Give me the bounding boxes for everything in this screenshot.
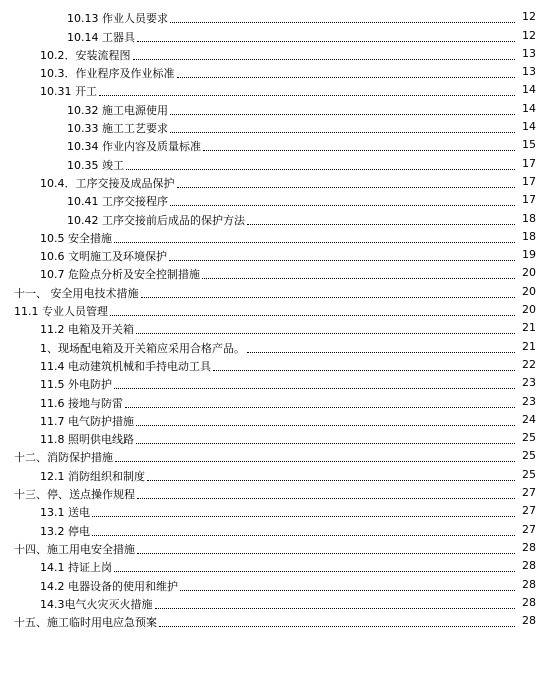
toc-entry[interactable] <box>0 81 549 99</box>
toc-dot-leader <box>136 424 515 426</box>
toc-page-number: 27 <box>522 522 536 536</box>
toc-page-number: 27 <box>522 486 536 500</box>
toc-page-number: 20 <box>522 266 536 280</box>
toc-dot-leader <box>147 479 515 481</box>
toc-page-number: 21 <box>522 339 536 353</box>
toc-entry-title: 10.14 工器具 <box>67 30 135 44</box>
toc-entry-title: 10.35 竣工 <box>67 158 124 172</box>
toc-entry-title: 13.1 送电 <box>40 506 90 520</box>
toc-dot-leader <box>92 534 515 536</box>
toc-entry[interactable] <box>0 45 549 63</box>
table-of-contents <box>0 8 549 630</box>
toc-entry[interactable] <box>0 99 549 117</box>
toc-entry[interactable] <box>0 319 549 337</box>
toc-entry[interactable] <box>0 392 549 410</box>
toc-entry[interactable] <box>0 63 549 81</box>
toc-entry-title: 12.1 消防组织和制度 <box>40 469 145 483</box>
toc-page-number: 28 <box>522 595 536 609</box>
toc-page-number: 12 <box>522 10 536 24</box>
toc-entry-title: 1、现场配电箱及开关箱应采用合格产品。 <box>40 341 245 355</box>
toc-entry-title: 十五、施工临时用电应急预案 <box>14 616 157 630</box>
toc-dot-leader <box>136 332 515 334</box>
toc-entry[interactable] <box>0 539 549 557</box>
toc-entry[interactable] <box>0 520 549 538</box>
toc-entry-title: 11.2 电箱及开关箱 <box>40 323 134 337</box>
toc-dot-leader <box>114 241 515 243</box>
toc-entry-title: 11.1 专业人员管理 <box>14 305 108 319</box>
toc-dot-leader <box>202 277 515 279</box>
toc-entry-title: 10.31 开工 <box>40 85 97 99</box>
toc-page-number: 20 <box>522 284 536 298</box>
toc-page-number: 27 <box>522 504 536 518</box>
toc-page-number: 25 <box>522 431 536 445</box>
toc-entry-title: 13.2 停电 <box>40 524 90 538</box>
toc-dot-leader <box>133 58 516 60</box>
toc-dot-leader <box>115 460 515 462</box>
toc-entry-title: 11.7 电气防护措施 <box>40 414 134 428</box>
toc-entry-title: 10.42 工序交接前后成品的保护方法 <box>67 213 245 227</box>
toc-entry[interactable] <box>0 246 549 264</box>
toc-dot-leader <box>159 625 515 627</box>
toc-page-number: 17 <box>522 174 536 188</box>
toc-page-number: 28 <box>522 540 536 554</box>
toc-entry-title: 11.4 电动建筑机械和手持电动工具 <box>40 359 211 373</box>
toc-entry[interactable] <box>0 154 549 172</box>
toc-entry[interactable] <box>0 502 549 520</box>
toc-page-number: 13 <box>522 46 536 60</box>
toc-dot-leader <box>170 21 515 23</box>
toc-dot-leader <box>155 607 516 609</box>
toc-entry-title: 十四、施工用电安全措施 <box>14 542 135 556</box>
toc-entry-title: 10.2．安装流程图 <box>40 48 131 62</box>
toc-page-number: 14 <box>522 101 536 115</box>
toc-dot-leader <box>126 168 515 170</box>
toc-entry[interactable] <box>0 191 549 209</box>
toc-entry[interactable] <box>0 228 549 246</box>
toc-dot-leader <box>110 314 515 316</box>
toc-dot-leader <box>114 570 515 572</box>
toc-page-number: 17 <box>522 193 536 207</box>
toc-dot-leader <box>170 113 515 115</box>
toc-dot-leader <box>247 351 515 353</box>
toc-dot-leader <box>247 223 515 225</box>
toc-entry-title: 11.8 照明供电线路 <box>40 433 134 447</box>
toc-entry-title: 10.13 作业人员要求 <box>67 12 168 26</box>
toc-page-number: 20 <box>522 303 536 317</box>
toc-entry[interactable] <box>0 8 549 26</box>
toc-dot-leader <box>137 552 515 554</box>
toc-entry-title: 10.32 施工电源使用 <box>67 103 168 117</box>
toc-entry[interactable] <box>0 484 549 502</box>
toc-page-number: 12 <box>522 28 536 42</box>
toc-dot-leader <box>125 406 515 408</box>
toc-entry[interactable] <box>0 374 549 392</box>
toc-page-number: 25 <box>522 449 536 463</box>
toc-dot-leader <box>169 259 515 261</box>
toc-entry[interactable] <box>0 465 549 483</box>
toc-entry[interactable] <box>0 173 549 191</box>
toc-dot-leader <box>177 186 516 188</box>
toc-entry[interactable] <box>0 594 549 612</box>
toc-entry-title: 14.2 电器设备的使用和维护 <box>40 579 178 593</box>
toc-entry-title: 11.5 外电防护 <box>40 378 112 392</box>
toc-dot-leader <box>141 296 516 298</box>
toc-entry[interactable] <box>0 264 549 282</box>
toc-entry[interactable] <box>0 356 549 374</box>
toc-entry-title: 14.1 持证上岗 <box>40 561 112 575</box>
toc-entry-title: 10.6 文明施工及环境保护 <box>40 250 167 264</box>
toc-dot-leader <box>203 149 515 151</box>
toc-entry-title: 十二、消防保护措施 <box>14 451 113 465</box>
toc-dot-leader <box>177 76 516 78</box>
toc-entry[interactable] <box>0 26 549 44</box>
toc-page-number: 28 <box>522 614 536 628</box>
toc-page-number: 24 <box>522 412 536 426</box>
toc-entry[interactable] <box>0 209 549 227</box>
toc-page-number: 23 <box>522 376 536 390</box>
toc-page-number: 22 <box>522 357 536 371</box>
toc-entry-title: 10.3．作业程序及作业标准 <box>40 67 175 81</box>
toc-entry-title: 14.3电气火灾灭火措施 <box>40 597 153 611</box>
toc-entry[interactable] <box>0 282 549 300</box>
toc-dot-leader <box>213 369 515 371</box>
toc-page-number: 18 <box>522 211 536 225</box>
toc-page-number: 19 <box>522 248 536 262</box>
toc-page-number: 15 <box>522 138 536 152</box>
toc-page-number: 14 <box>522 120 536 134</box>
toc-dot-leader <box>137 40 515 42</box>
toc-entry-title: 10.33 施工工艺要求 <box>67 122 168 136</box>
toc-entry[interactable] <box>0 118 549 136</box>
toc-page-number: 28 <box>522 559 536 573</box>
toc-entry[interactable] <box>0 136 549 154</box>
toc-page-number: 18 <box>522 229 536 243</box>
toc-page-number: 23 <box>522 394 536 408</box>
toc-entry-title: 10.4．工序交接及成品保护 <box>40 176 175 190</box>
toc-page-number: 14 <box>522 83 536 97</box>
toc-entry-title: 十一、 安全用电技术措施 <box>14 286 139 300</box>
toc-page-number: 25 <box>522 467 536 481</box>
toc-page-number: 21 <box>522 321 536 335</box>
toc-dot-leader <box>99 94 515 96</box>
toc-entry-title: 十三、停、送点操作规程 <box>14 488 135 502</box>
toc-dot-leader <box>170 131 515 133</box>
toc-page-number: 13 <box>522 65 536 79</box>
toc-dot-leader <box>180 589 515 591</box>
toc-dot-leader <box>137 497 515 499</box>
toc-entry[interactable] <box>0 411 549 429</box>
toc-entry[interactable] <box>0 575 549 593</box>
toc-entry-title: 10.7 危险点分析及安全控制措施 <box>40 268 200 282</box>
toc-dot-leader <box>92 515 515 517</box>
toc-entry-title: 10.5 安全措施 <box>40 231 112 245</box>
toc-entry-title: 11.6 接地与防雷 <box>40 396 123 410</box>
toc-dot-leader <box>170 204 515 206</box>
toc-page-number: 17 <box>522 156 536 170</box>
toc-entry[interactable] <box>0 337 549 355</box>
toc-entry-title: 10.41 工序交接程序 <box>67 195 168 209</box>
toc-entry[interactable] <box>0 557 549 575</box>
toc-dot-leader <box>114 387 515 389</box>
toc-page-number: 28 <box>522 577 536 591</box>
toc-entry-title: 10.34 作业内容及质量标准 <box>67 140 201 154</box>
toc-dot-leader <box>136 442 515 444</box>
toc-entry[interactable] <box>0 429 549 447</box>
toc-entry[interactable] <box>0 447 549 465</box>
toc-entry[interactable] <box>0 301 549 319</box>
toc-entry[interactable] <box>0 612 549 630</box>
